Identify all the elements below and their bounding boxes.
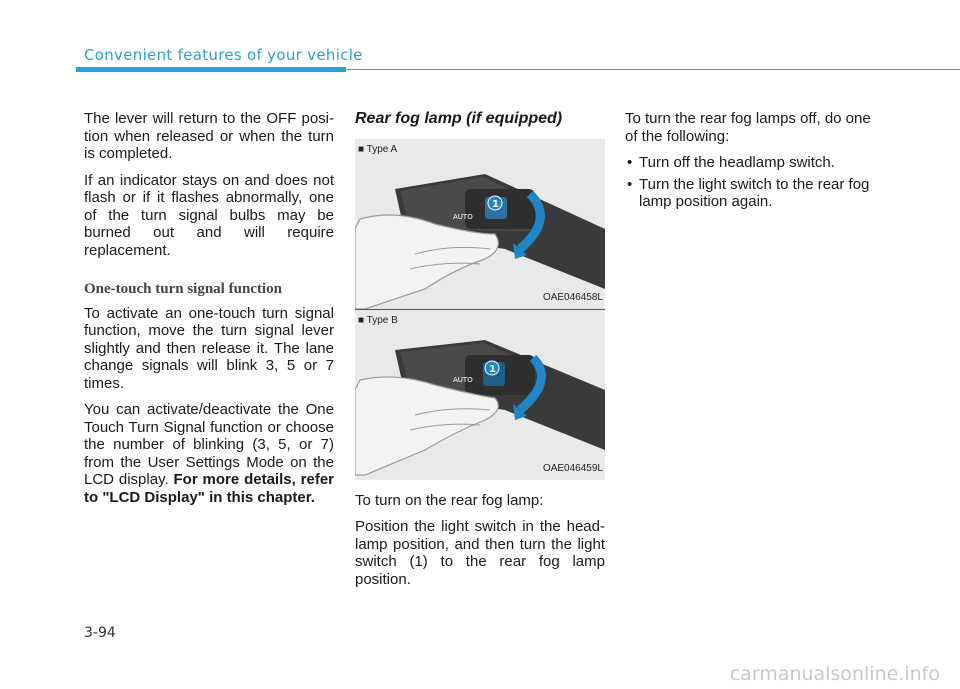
callout-1: 1 xyxy=(492,198,499,210)
paragraph: To turn the rear fog lamps off, do one of the following: xyxy=(625,110,871,145)
header-title: Convenient features of your vehicle xyxy=(84,46,363,64)
left-column xyxy=(84,110,334,515)
header-accent-bar xyxy=(76,67,346,72)
page-number: 3-94 xyxy=(84,625,116,641)
paragraph: The lever will return to the OFF posi-tion when released or when the turn is completed. xyxy=(84,110,334,162)
paragraph: To turn on the rear fog lamp: xyxy=(355,491,544,509)
paragraph-bold-text: For more details, refer to "LCD Display" in this chapter. xyxy=(84,471,334,506)
figure-label: ■ Type B xyxy=(358,314,398,326)
paragraph: Position the light switch in the head-lamp position, and then turn the light switch (1) to the rear fog lamp position. xyxy=(355,518,605,588)
watermark: carmanualsonline.info xyxy=(729,663,940,685)
paragraph xyxy=(84,401,334,506)
figure-label: ■ Type A xyxy=(358,143,398,155)
middle-column xyxy=(355,110,605,597)
switch-auto-text: AUTO xyxy=(453,375,473,384)
paragraph: If an indicator stays on and does not flash or if it flashes abnormally, one of the turn signal bulbs may be burned out and will require replacement. xyxy=(84,171,334,259)
stalk-illustration xyxy=(355,310,605,480)
figure-code: OAE046458L xyxy=(542,292,603,303)
figure-code: OAE046459L xyxy=(542,463,603,474)
header-rule xyxy=(346,69,960,70)
figure-type-a xyxy=(355,139,605,310)
list-item: • Turn the light switch to the rear fog lamp position again. xyxy=(625,176,877,211)
switch-auto-text: AUTO xyxy=(453,212,473,221)
right-column xyxy=(625,110,877,215)
figure-type-b xyxy=(355,310,605,480)
stalk-illustration xyxy=(355,139,605,309)
list-item: • Turn off the headlamp switch. xyxy=(625,154,877,172)
paragraph: To activate an one-touch turn signal function, move the turn signal lever slightly and then release it. The lane change signals will blink 3, 5 or 7 times. xyxy=(84,304,334,392)
callout-1: 1 xyxy=(489,363,496,375)
section-title: Rear fog lamp (if equipped) xyxy=(355,110,563,127)
figure-type-a-image xyxy=(355,139,605,309)
figure-type-b-image xyxy=(355,310,605,480)
paragraph-text: You can activate/deactivate the One Touch Turn Signal function or choose the number of blinking (3, 5, or 7) from the User Settings Mode on the LCD display. xyxy=(84,401,334,488)
subheading: One-touch turn signal function xyxy=(84,281,282,297)
bullet-list xyxy=(625,154,877,211)
